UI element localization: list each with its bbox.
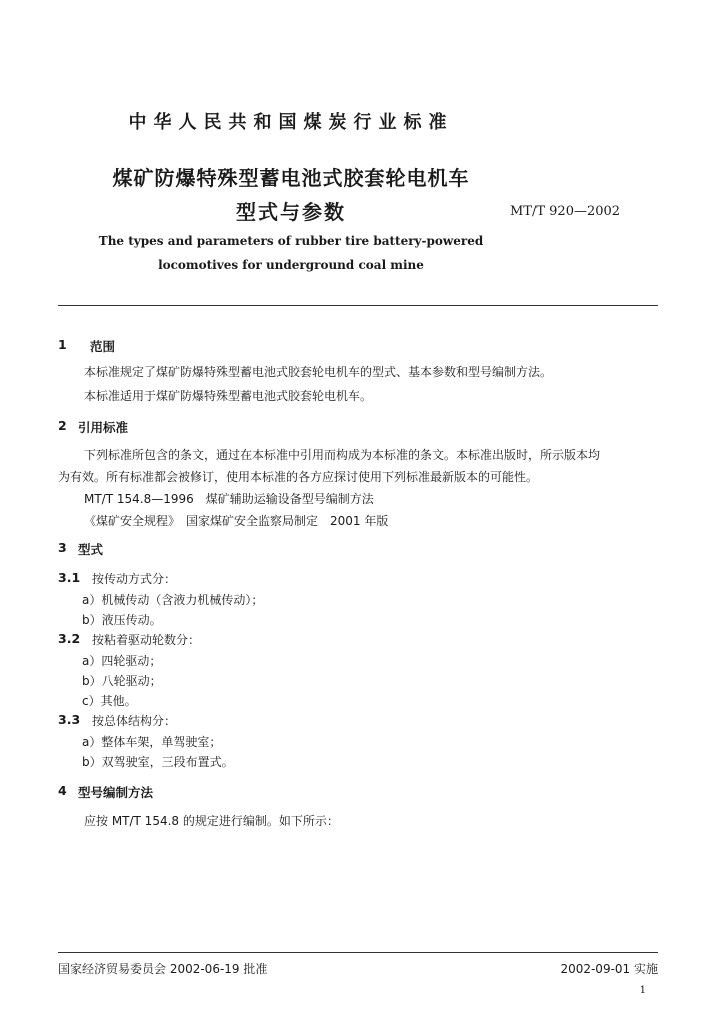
- english-title-line1: The types and parameters of rubber tire battery-powered: [98, 234, 484, 248]
- subsection-3-2-title: 按粘着驱动轮数分：: [92, 633, 201, 647]
- section-1-number: 1: [58, 337, 67, 352]
- list-item: c）其他。: [82, 694, 137, 708]
- subsection-3-3-title: 按总体结构分：: [92, 714, 177, 728]
- list-item: a）机械传动（含液力机械传动）；: [82, 593, 264, 607]
- section-1-paragraph-2: 本标准适用于煤矿防爆特殊型蓄电池式胶套轮电机车。: [84, 389, 373, 403]
- list-item: a）四轮驱动；: [82, 654, 162, 668]
- header-divider: [58, 305, 658, 306]
- section-3-title: 型式: [78, 542, 104, 557]
- section-4-paragraph: 应按 MT/T 154.8 的规定进行编制。如下所示：: [84, 814, 339, 828]
- section-4-title: 型号编制方法: [78, 785, 154, 800]
- subsection-3-2-number: 3.2: [58, 631, 81, 646]
- section-1-paragraph-1: 本标准规定了煤矿防爆特殊型蓄电池式胶套轮电机车的型式、基本参数和型号编制方法。: [84, 365, 553, 379]
- section-2-title: 引用标准: [78, 420, 129, 435]
- subsection-3-3-number: 3.3: [58, 712, 81, 727]
- list-item: b）八轮驱动；: [82, 674, 162, 688]
- list-item: a）整体车架，单驾驶室；: [82, 735, 222, 749]
- subsection-3-1-number: 3.1: [58, 570, 81, 585]
- reference-item: 《煤矿安全规程》 国家煤矿安全监察局制定 2001 年版: [84, 514, 389, 528]
- section-1-title: 范围: [90, 339, 116, 354]
- section-4-number: 4: [58, 783, 67, 798]
- subsection-3-1-title: 按传动方式分：: [92, 572, 177, 586]
- section-3-number: 3: [58, 540, 67, 555]
- issuing-body-title: 中华人民共和国煤炭行业标准: [128, 112, 454, 133]
- page-number: 1: [639, 985, 646, 996]
- standard-title-line1: 煤矿防爆特殊型蓄电池式胶套轮电机车: [112, 166, 470, 190]
- list-item: b）双驾驶室，三段布置式。: [82, 755, 234, 769]
- section-2-paragraph-line2: 为有效。所有标准都会被修订，使用本标准的各方应探讨使用下列标准最新版本的可能性。: [58, 470, 539, 484]
- approval-line: 国家经济贸易委员会 2002-06-19 批准: [58, 962, 268, 976]
- section-2-number: 2: [58, 418, 67, 433]
- standard-number: MT/T 920—2002: [510, 204, 621, 219]
- english-title-line2: locomotives for underground coal mine: [158, 258, 424, 272]
- list-item: b）液压传动。: [82, 613, 162, 627]
- reference-item: MT/T 154.8—1996 煤矿辅助运输设备型号编制方法: [84, 492, 374, 506]
- standard-title-line2: 型式与参数: [236, 200, 346, 224]
- section-2-paragraph-line1: 下列标准所包含的条文，通过在本标准中引用而构成为本标准的条文。本标准出版时，所示版本均: [84, 448, 601, 462]
- footer-divider: [58, 952, 658, 953]
- implementation-date: 2002-09-01 实施: [560, 962, 658, 976]
